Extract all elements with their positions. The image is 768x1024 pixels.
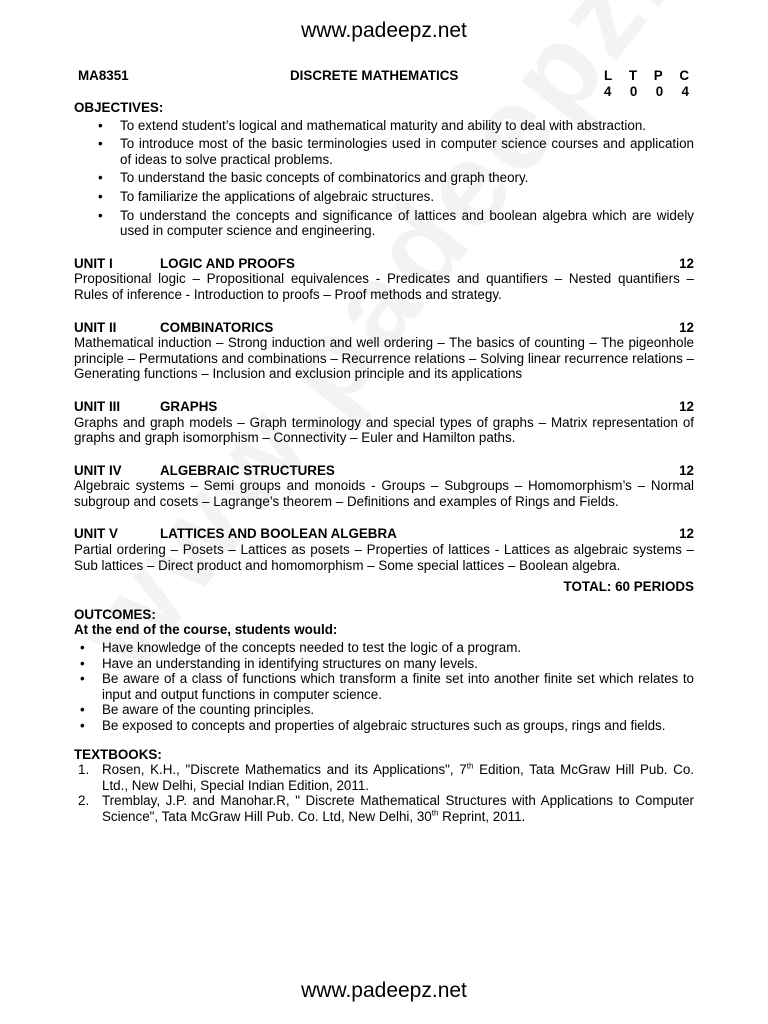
- outcomes-section: [74, 607, 694, 734]
- textbook-superscript: th: [431, 808, 439, 818]
- textbook-text: Rosen, K.H., "Discrete Mathematics and its Applications", 7: [102, 762, 467, 778]
- course-code: MA8351: [78, 68, 129, 83]
- unit-hours: 12: [679, 398, 694, 414]
- unit-hours: 12: [679, 319, 694, 335]
- textbooks-section: [74, 747, 694, 825]
- outcome-item: • Have knowledge of the concepts needed to test the logic of a program.: [102, 640, 694, 656]
- ltpc-value: 0: [629, 83, 638, 99]
- unit-title: LOGIC AND PROOFS: [160, 255, 295, 271]
- unit-body: Mathematical induction – Strong induction and well ordering – The basics of counting – The pigeonhole principle – Permutations and combinations – Recurrence relations – Solving linear recurrence relations – Generating functions – Inclusion and exclusion principle and its applications: [74, 335, 694, 382]
- textbooks-heading: TEXTBOOKS:: [74, 746, 162, 762]
- course-title: DISCRETE MATHEMATICS: [290, 68, 459, 83]
- outcomes-heading: OUTCOMES:: [74, 606, 156, 622]
- objective-item: • To familiarize the applications of algebraic structures.: [120, 189, 694, 205]
- textbooks-list: [74, 762, 694, 824]
- textbook-text: Tremblay, J.P. and Manohar.R, " Discrete Mathematical Structures with Applications to Computer Science", Tata McGraw Hill Pub. Co. Ltd, New Delhi, 30: [102, 793, 694, 824]
- ltpc-label: L: [604, 68, 613, 83]
- unit-number: UNIT IV: [74, 462, 122, 478]
- objective-item: • To understand the basic concepts of combinatorics and graph theory.: [120, 170, 694, 186]
- outcomes-list: [74, 640, 694, 734]
- ltpc-label: P: [653, 68, 663, 83]
- unit-number: UNIT V: [74, 526, 118, 542]
- site-url-footer: www.padeepz.net: [301, 979, 467, 1002]
- unit-section: [74, 526, 694, 573]
- outcome-item: • Be exposed to concepts and properties of algebraic structures such as groups, rings and fields.: [102, 718, 694, 734]
- objectives-list: [74, 118, 694, 239]
- total-periods: TOTAL: 60 PERIODS: [563, 579, 694, 595]
- unit-body: Partial ordering – Posets – Lattices as posets – Properties of lattices - Lattices as algebraic systems – Sub lattices – Direct product and homomorphism – Some special lattices – Boolean algebra.: [74, 542, 694, 573]
- unit-number: UNIT II: [74, 319, 117, 335]
- textbook-item: [78, 761, 695, 793]
- textbook-text: Reprint, 2011.: [438, 808, 526, 824]
- unit-title: ALGEBRAIC STRUCTURES: [160, 462, 335, 478]
- unit-section: [74, 399, 694, 446]
- unit-section: [74, 320, 694, 382]
- objective-item: • To extend student’s logical and mathematical maturity and ability to deal with abstraction.: [120, 118, 694, 134]
- outcome-item: • Be aware of a class of functions which transform a finite set into another finite set which relates to input and output functions in computer science.: [102, 671, 694, 702]
- unit-section: [74, 463, 694, 510]
- textbook-superscript: th: [466, 761, 474, 771]
- unit-body: Algebraic systems – Semi groups and monoids - Groups – Subgroups – Homomorphism’s – Normal subgroup and cosets – Lagrange’s theorem – Definitions and examples of Rings and Fields.: [74, 478, 694, 509]
- objective-item: • To introduce most of the basic terminologies used in computer science courses and application of ideas to solve practical problems.: [120, 136, 694, 167]
- ltpc-value: 4: [681, 83, 689, 99]
- objectives-heading: OBJECTIVES:: [74, 100, 164, 115]
- ltpc-value: 4: [604, 83, 612, 99]
- unit-body: Graphs and graph models – Graph terminology and special types of graphs – Matrix representation of graphs and graph isomorphism – Connectivity – Euler and Hamilton paths.: [74, 414, 694, 446]
- outcomes-subheading: At the end of the course, students would:: [74, 622, 338, 638]
- textbook-text: Edition, Tata McGraw Hill Pub. Co. Ltd., New Delhi, Special Indian Edition, 2011.: [102, 762, 695, 793]
- unit-body: Propositional logic – Propositional equivalences - Predicates and quantifiers – Nested quantifiers – Rules of inference - Introduction to proofs – Proof methods and strategy.: [74, 271, 694, 302]
- unit-title: GRAPHS: [160, 398, 218, 414]
- ltpc-label: C: [679, 68, 689, 83]
- textbook-number: 1.: [78, 762, 90, 778]
- outcome-item: • Have an understanding in identifying structures on many levels.: [102, 656, 694, 672]
- objective-item: • To understand the concepts and significance of lattices and boolean algebra which are widely used in computer science and engineering.: [120, 208, 694, 239]
- site-url-header: www.padeepz.net: [301, 19, 467, 42]
- unit-hours: 12: [679, 255, 694, 271]
- course-header: [74, 68, 694, 100]
- textbook-item: [78, 793, 694, 824]
- unit-hours: 12: [679, 462, 694, 478]
- ltpc-value: 0: [655, 83, 664, 99]
- unit-number: UNIT III: [74, 398, 121, 414]
- unit-title: COMBINATORICS: [160, 319, 274, 335]
- syllabus-content: [74, 68, 694, 825]
- textbook-number: 2.: [78, 793, 90, 809]
- unit-section: [74, 256, 694, 303]
- unit-title: LATTICES AND BOOLEAN ALGEBRA: [160, 526, 397, 542]
- unit-hours: 12: [679, 526, 694, 542]
- outcome-item: • Be aware of the counting principles.: [102, 702, 694, 718]
- unit-number: UNIT I: [74, 255, 113, 271]
- ltpc-table: [604, 68, 689, 99]
- ltpc-label: T: [628, 68, 638, 83]
